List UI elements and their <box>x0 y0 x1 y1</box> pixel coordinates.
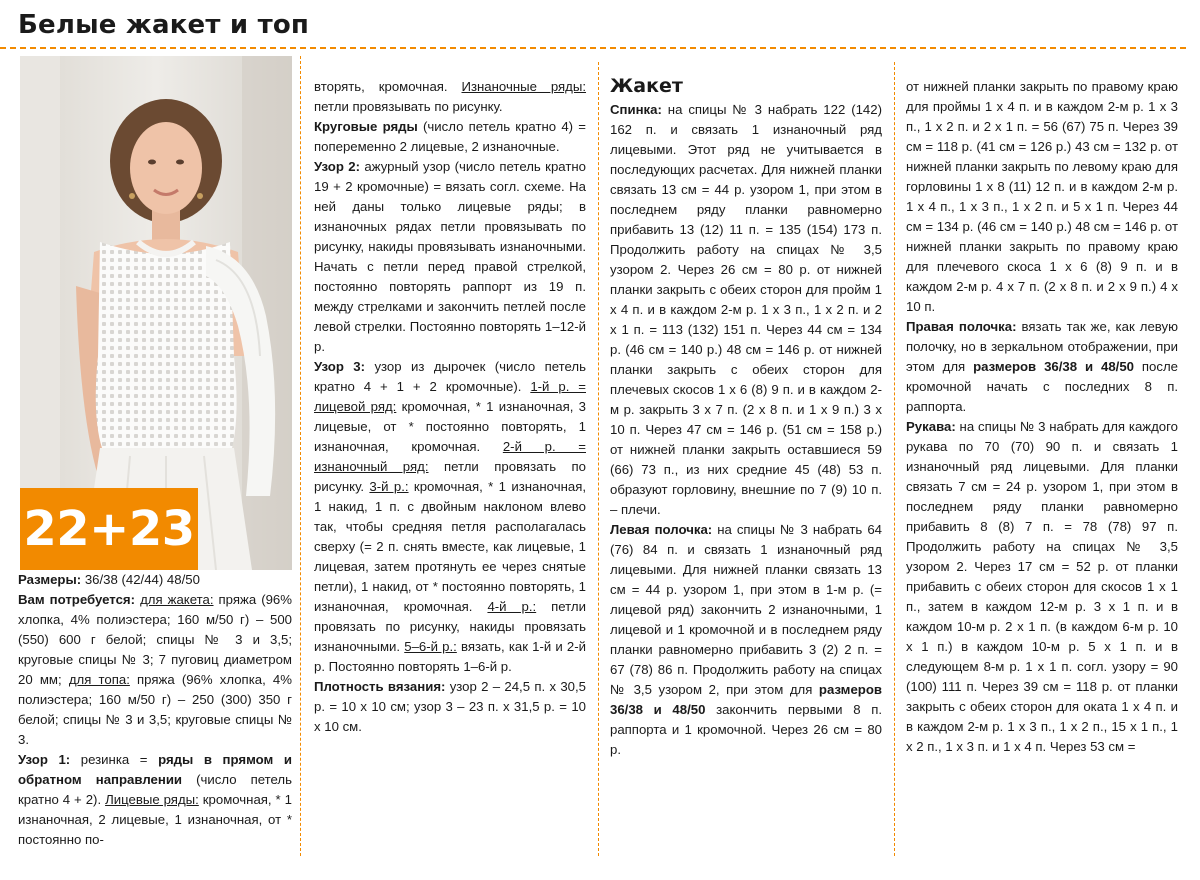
pattern1-wrong-text: петли провязывать по рисунку. <box>314 99 503 114</box>
pattern3-label: Узор 3: <box>314 359 366 374</box>
left-front-text-b: закончить первыми 8 п. раппорта и 1 кромочной. Через 26 см = 80 р. <box>610 702 883 757</box>
pattern1-front-text: кромочная, * 1 изнаночная, 2 лицевые, 1 изнаночная, от * постоянно по- <box>18 792 292 847</box>
pattern1-label: Узор 1: <box>18 752 71 767</box>
jacket-section-title: Жакет <box>610 75 683 97</box>
round-rows-text: (число петель кратно 4) = попеременно 2 лицевые, 2 изнаночные. <box>314 119 587 154</box>
right-front-text-b: после кромочной начать с последних 8 п. раппорта. <box>906 359 1179 414</box>
pattern1-continued <box>314 77 586 117</box>
back-text: на спицы № 3 набрать 122 (142) 162 п. и связать 1 изнаночный ряд лицевыми. Этот ряд не учитывается в последующих расчетах. Для нижней планки связать 13 см = 44 р. узором 1, при этом в последнем ряду планки равномерно прибавить 13 (12) 11 п. = 135 (154) 173 п. Продолжить работу на спицах № 3,5 узором 2. Через 26 см = 80 р. от нижней планки закрыть с обеих сторон для пройм 1 х 4 п. и в каждом 2-м р. 1 х 3 п., 1 х 2 п. и 2 х 1 п. = 113 (132) 151 п. Через 44 см = 134 р. (46 см = 140 р.) 48 см = 146 р. от нижней планки закрыть с обеих сторон для плечевых скосов 1 х 6 (8) 9 п. и в каждом 2-м р. закрыть 3 х 7 п. (2 х 8 п. и 1 х 9 п.) 3 х 10 п. Через 47 см = 146 р. (51 см = 158 р.) от нижней планки закрыть оставшиеся 59 (66) 73 п., из них средние 45 (48) 53 п. образуют горловину, внешние по 7 (9) 10 п. – плечи. <box>610 102 882 517</box>
row56-label: 5–6-й р.: <box>404 639 457 654</box>
sizes-value: 36/38 (42/44) 48/50 <box>81 572 200 587</box>
row4-label: 4-й р.: <box>487 599 537 614</box>
left-front-paragraph <box>610 520 882 760</box>
density-label: Плотность вязания: <box>314 679 446 694</box>
header-divider <box>0 47 1186 53</box>
sizes-label: Размеры: <box>18 572 82 587</box>
row1-label: 1-й р. = лицевой ряд: <box>314 379 586 414</box>
row3-label: 3-й р.: <box>369 479 409 494</box>
left-front-text-a: на спицы № 3 набрать 64 (76) 84 п. и связать 1 изнаночный ряд лицевыми. Для нижней планки связать 13 см = 44 р. узором 1, при этом в 1-м р. (= лицевой ряд) закончить 2 изнаночными, 1 лицевой и 1 кромочной и в последнем ряду планки равномерно прибавить 3 (2) 2 п. = 67 (78) 86 п. Продолжить работу на спицах № 3,5 узором 2, при этом для <box>610 522 882 697</box>
pattern3-text: узор из дырочек (число петель кратно 4 + 1 + 2 кромочные). <box>314 359 586 394</box>
row56-text: вязать, как 1-й и 2-й р. Постоянно повторять 1–6-й р. <box>314 639 587 674</box>
fronts-sleeves-column <box>906 77 1178 757</box>
row2-text: петли провязать по рисунку. <box>314 459 586 494</box>
top-materials-label: для топа: <box>68 672 130 687</box>
column-divider <box>894 62 895 856</box>
right-front-sizes: размеров 36/38 и 48/50 <box>973 359 1134 374</box>
top-materials-text: пряжа (96% хлопка, 4% полиэстера; 160 м/50 г) – 250 (300) 350 г белой; спицы № 3 и 3,5; круговые спицы № 3. <box>18 672 292 747</box>
pattern2-paragraph <box>314 157 586 357</box>
column-divider <box>598 62 599 856</box>
materials-label: Вам потребуется: <box>18 592 136 607</box>
materials-column <box>18 570 292 850</box>
row2-label: 2-й р. = изнаночный ряд: <box>314 439 586 474</box>
sleeves-text: на спицы № 3 набрать для каждого рукава по 70 (70) 90 п. и связать 1 изнаночный ряд лицевыми. Для планки связать 7 см = 24 р. узором 1, при этом в последнем ряду планки равномерно прибавить 8 (8) 7 п. = 78 (78) 97 п. Продолжить работу на спицах № 3,5 узором 2. Через 17 см = 52 р. от планки прибавить с обеих сторон для скосов 1 х 1 п., затем в каждом 12-м р. 3 х 1 п. и в каждом 10-м р. 2 х 1 п. (в каждом 6-м р. 10 х 1 п.) в каждом 10-м р. 5 х 1 п. и в следующем 8-м р. 1 х 1 п. согл. узору = 90 (100) 111 п. Через 39 см = 118 р. от планки закрыть с обеих сторон для оката 1 х 4 п. и в каждом 2-м р. 1 х 3 п., 1 х 2 п., 15 х 1 п., 1 х 2 п., 1 х 3 п. и 1 х 4 п. Через 53 см = <box>906 419 1178 754</box>
pattern1-cont-text: вторять, кромочная. <box>314 79 462 94</box>
materials-paragraph <box>18 590 292 750</box>
patterns-column <box>314 77 586 737</box>
round-rows-paragraph <box>314 117 586 157</box>
jacket-column <box>610 74 882 760</box>
pattern1-paragraph <box>18 750 292 850</box>
pattern1-text-b: (число петель кратно 4 + 2). <box>18 772 292 807</box>
pattern1-text-a: резинка = <box>70 752 159 767</box>
right-front-label: Правая полочка: <box>906 319 1017 334</box>
back-paragraph <box>610 100 882 520</box>
sleeves-paragraph <box>906 417 1178 757</box>
right-front-paragraph <box>906 317 1178 417</box>
page-title: Белые жакет и топ <box>18 10 310 40</box>
density-paragraph <box>314 677 586 737</box>
sleeves-label: Рукава: <box>906 419 956 434</box>
row3-text: кромочная, * 1 изнаночная, 1 накид, 1 п. с двойным наклоном влево так, чтобы средняя петля располагалась сверху (= 2 п. снять вместе, как лицевые, 1 лицевая, затем протянуть ее через снятые петли), 1 накид, от * постоянно повторять, 1 изнаночная, кромочная. <box>314 479 586 614</box>
jacket-materials-text: пряжа (96% хлопка, 4% полиэстера; 160 м/50 г) – 500 (550) 600 г белой; спицы № 3 и 3,5; круговые спицы № 3; 7 пуговиц диаметром 20 мм; <box>18 592 292 687</box>
model-number-badge: 22+23 <box>20 488 198 570</box>
back-label: Спинка: <box>610 102 662 117</box>
pattern1-bold: ряды в прямом и обратном направлении <box>18 752 292 787</box>
round-rows-label: Круговые ряды <box>314 119 418 134</box>
right-front-text-a: вязать так же, как левую полочку, но в зеркальном отображении, при этом для <box>906 319 1178 374</box>
row1-text: кромочная, * 1 изнаночная, 3 лицевые, от * постоянно повторять, 1 изнаночная, кромочная. <box>314 399 586 454</box>
row4-text: петли провязать по рисунку, накиды провязать изнаночными. <box>314 599 586 654</box>
pattern1-front-label: Лицевые ряды: <box>105 792 199 807</box>
left-front-label: Левая полочка: <box>610 522 713 537</box>
left-front-continued: от нижней планки закрыть по правому краю для проймы 1 х 4 п. и в каждом 2-м р. 1 х 3 п., 1 х 2 п. и 2 х 1 п. = 56 (67) 75 п. Через 39 см = 118 р. (41 см = 126 р.) 43 см = 132 р. от нижней планки закрыть по левому краю для горловины 1 х 8 (11) 12 п. и в каждом 2-м р. 1 х 4 п., 1 х 3 п., 1 х 2 п. и 5 х 1 п. Через 44 см = 134 р. (46 см = 140 р.) 48 см = 146 р. от нижней планки закрыть по правому краю для плечевого скоса 1 х 6 (8) 9 п. и в каждом 2-м р. 4 х 7 п. (2 х 8 п. и 2 х 9 п.) 4 х 10 п. <box>906 79 1178 314</box>
left-front-sizes: размеров 36/38 и 48/50 <box>610 682 882 717</box>
density-text: узор 2 – 24,5 п. х 30,5 р. = 10 х 10 см; узор 3 – 23 п. х 31,5 р. = 10 х 10 см. <box>314 679 586 734</box>
pattern2-label: Узор 2: <box>314 159 361 174</box>
jacket-materials-label: для жакета: <box>140 592 214 607</box>
column-divider <box>300 56 301 856</box>
sizes-paragraph <box>18 570 292 590</box>
pattern1-wrong-label: Изнаночные ряды: <box>461 79 587 94</box>
pattern2-text: ажурный узор (число петель кратно 19 + 2 кромочные) = вязать согл. схеме. На ней даны только лицевые ряды; в изнаночных рядах петли провязывать по рисунку, накиды провязывать изнаночными. Начать с петли перед правой стрелкой, постоянно повторять раппорт из 19 п. между стрелками и закончить петлей после левой стрелки. Постоянно повторять 1–12-й р. <box>314 159 586 354</box>
pattern3-paragraph <box>314 357 586 677</box>
